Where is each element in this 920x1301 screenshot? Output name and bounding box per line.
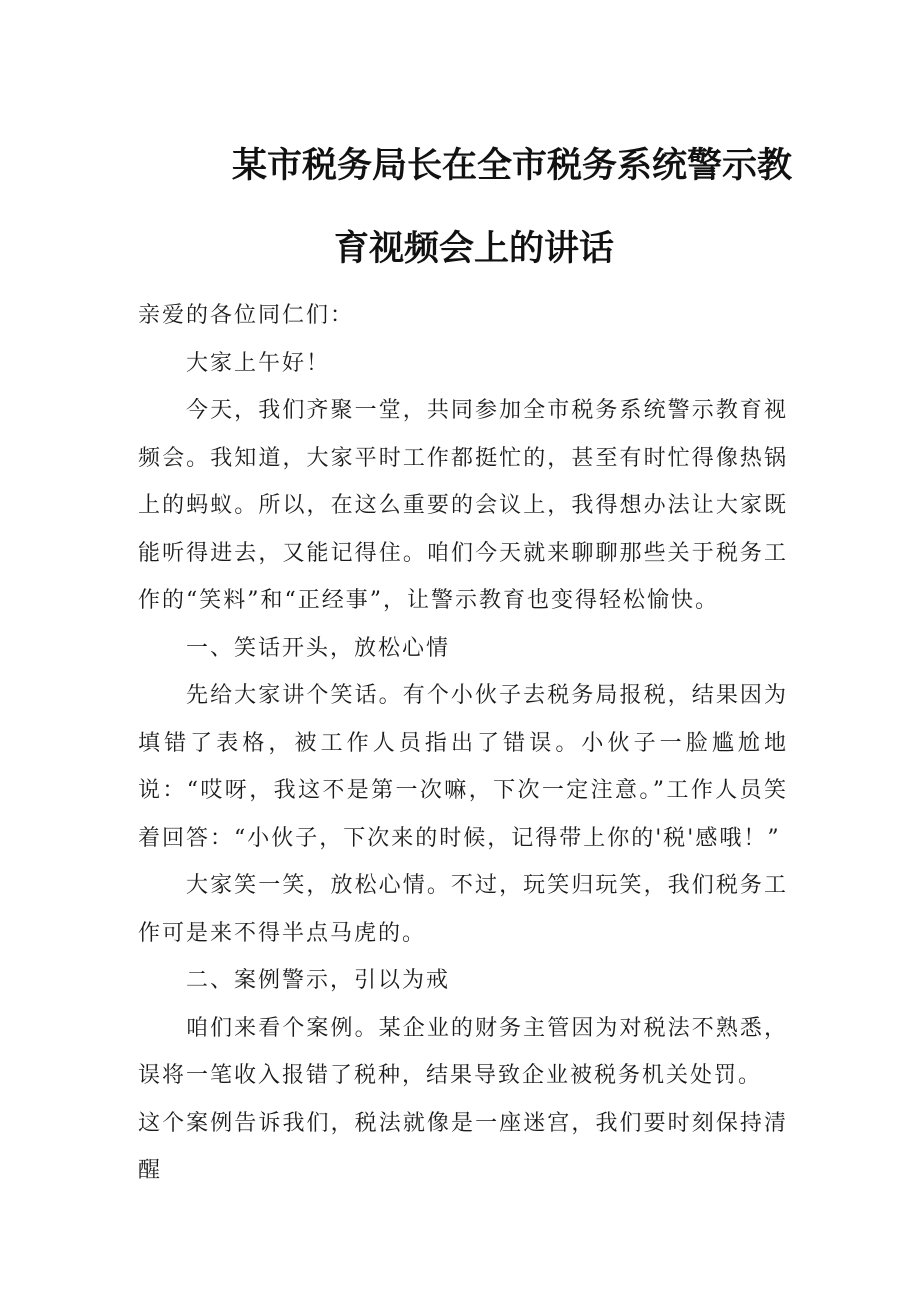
paragraph-joke: 先给大家讲个笑话。有个小伙子去税务局报税，结果因为填错了表格，被工作人员指出了错误。小伙子一脸尴尬地说：“哎呀，我这不是第一次嘛，下次一定注意。”工作人员笑着回答：“小伙子，下次来的时候，记得带上你的'税'感哦！” (138, 683, 788, 851)
paragraph-lesson: 这个案例告诉我们，税法就像是一座迷宫，我们要时刻保持清醒 (138, 1110, 788, 1183)
paragraph-relax: 大家笑一笑，放松心情。不过，玩笑归玩笑，我们税务工作可是来不得半点马虎的。 (138, 873, 788, 946)
paragraph-case: 咱们来看个案例。某企业的财务主管因为对税法不熟悉，误将一笔收入报错了税种，结果导致企业被税务机关处罚。 (138, 1015, 788, 1088)
section-heading-2: 二、案例警示，引以为戒 (186, 968, 451, 993)
document-title-line-1: 某市税务局长在全市税务系统警示教 (232, 146, 793, 186)
salutation: 亲爱的各位同仁们： (138, 303, 355, 328)
paragraph-intro: 今天，我们齐聚一堂，共同参加全市税务系统警示教育视频会。我知道，大家平时工作都挺忙的，甚至有时忙得像热锅上的蚂蚁。所以，在这么重要的会议上，我得想办法让大家既能听得进去，又能记得住。咱们今天就来聊聊那些关于税务工作的“笑料”和“正经事”，让警示教育也变得轻松愉快。 (138, 398, 788, 613)
document-title-line-2: 育视频会上的讲话 (334, 229, 615, 269)
document-body (138, 292, 788, 1195)
greeting: 大家上午好！ (186, 350, 331, 376)
section-heading-1: 一、笑话开头，放松心情 (186, 635, 451, 661)
